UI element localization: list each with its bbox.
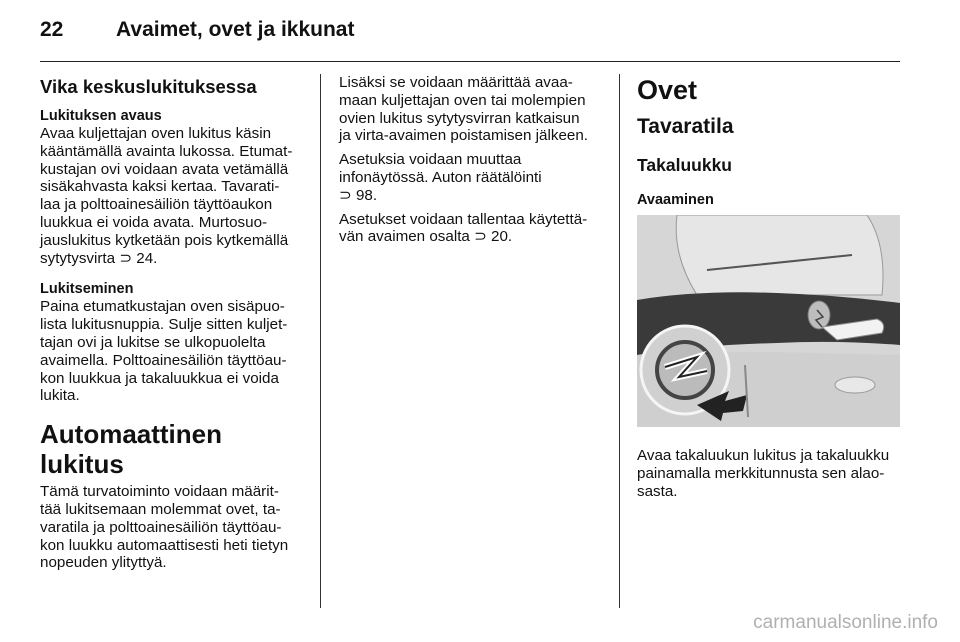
column-divider-1 bbox=[320, 74, 321, 608]
lock-text: Paina etumatkustajan oven sisäpuo- lista lukitusnuppia. Sulje sitten kuljet- tajan ovi ja lukitse se ulkopuolelta avaimella. Polttoainesäiliön täyttöau- kon luukkua ja takaluukkua ei voida lukita. bbox=[40, 298, 288, 405]
header-rule bbox=[40, 61, 900, 62]
col2-para-2: Asetuksia voidaan muuttaa infonäytössä. Auton räätälöinti ⊃ 98. bbox=[339, 151, 542, 204]
tailgate-title: Takaluukku bbox=[637, 155, 732, 175]
tailgate-illustration bbox=[637, 215, 900, 427]
unlock-heading: Lukituksen avaus bbox=[40, 108, 162, 124]
doors-title: Ovet bbox=[637, 75, 698, 105]
lock-heading: Lukitseminen bbox=[40, 281, 134, 298]
column-divider-2 bbox=[619, 74, 620, 608]
watermark: carmanualsonline.info bbox=[753, 612, 938, 633]
page-number: 22 bbox=[40, 18, 64, 41]
tailgate-caption: Avaa takaluukun lukitus ja takaluukku painamalla merkkitunnusta sen alao- sasta. bbox=[637, 447, 890, 500]
auto-lock-text: Tämä turvatoiminto voidaan määrit- tää lukitsemaan molemmat ovet, ta- varatila ja polttoainesäiliön täyttöau- kon luukku automaattisesti heti tietyn nopeuden ylityttyä. bbox=[40, 483, 289, 572]
unlock-text: Avaa kuljettajan oven lukitus käsin kääntämällä avainta lukossa. Etumat- kustajan ovi voidaan avata vetämällä sisäkahvasta kaksi kertaa. Tavarati- laa ja polttoainesäiliön täyttöaukon luukkua ei voida avata. Murtosuo- jauslukitus kytketään pois kytkemällä sytytysvirta ⊃ 24. bbox=[40, 125, 293, 267]
opening-heading: Avaaminen bbox=[637, 192, 714, 208]
col2-para-3: Asetukset voidaan tallentaa käytettä- vän avaimen osalta ⊃ 20. bbox=[339, 210, 588, 246]
column-2 bbox=[339, 74, 607, 252]
auto-lock-title: Automaattinen lukitus bbox=[40, 419, 222, 480]
column-1 bbox=[40, 74, 310, 586]
page-header bbox=[40, 18, 920, 48]
column-3 bbox=[637, 74, 907, 514]
luggage-title: Tavaratila bbox=[637, 115, 734, 138]
col2-para-1: Lisäksi se voidaan määrittää avaa- maan kuljettajan oven tai molempien ovien lukitus sytytysvirran katkaisun ja virta-avaimen poistamisen jälkeen. bbox=[339, 74, 589, 145]
tailgate-illustration-svg bbox=[637, 215, 900, 427]
section-title-fault: Vika keskuslukituksessa bbox=[40, 76, 257, 97]
chapter-title: Avaimet, ovet ja ikkunat bbox=[116, 18, 355, 41]
